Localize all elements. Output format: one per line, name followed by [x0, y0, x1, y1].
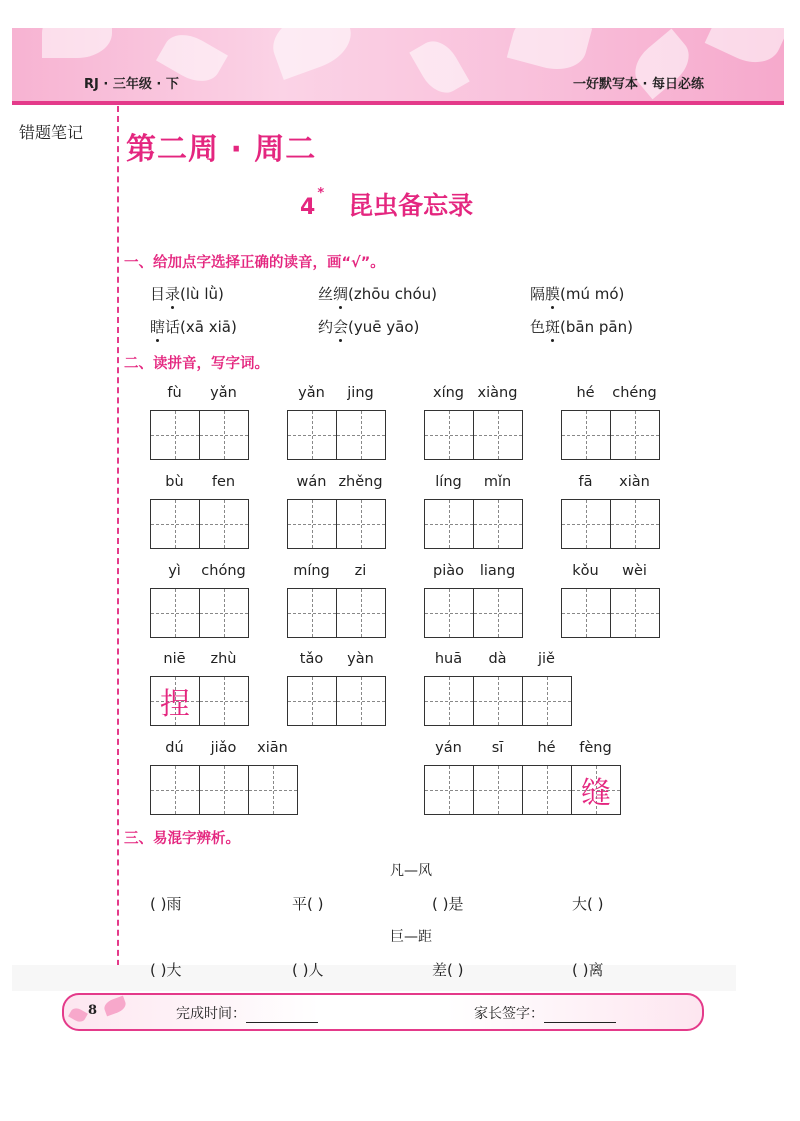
fill-blank[interactable]: ( )雨	[150, 895, 182, 913]
reading-item: 瞎话(xā xiā)	[150, 318, 237, 336]
side-note-label: 错题笔记	[19, 123, 84, 142]
reading-item: 目录(lù lǜ)	[150, 285, 224, 303]
lesson-number: 4	[300, 195, 316, 220]
writing-grid[interactable]	[424, 676, 572, 726]
writing-grid[interactable]	[424, 410, 523, 460]
fill-blank[interactable]: ( )人	[292, 961, 324, 979]
handwritten-character: 缝	[581, 776, 611, 811]
dashed-divider	[117, 106, 119, 986]
fill-blank[interactable]: 差( )	[432, 961, 464, 979]
fill-blank[interactable]: ( )大	[150, 961, 182, 979]
petal-icon	[68, 1006, 88, 1024]
writing-grid[interactable]	[424, 588, 523, 638]
section3-heading: 三、易混字辨析。	[124, 831, 240, 847]
footer-bar	[62, 993, 704, 1031]
lesson-mark: *	[317, 186, 325, 201]
writing-grid[interactable]	[150, 499, 249, 549]
reading-item: 丝绸(zhōu chóu)	[318, 285, 438, 303]
completion-time: 完成时间：	[176, 1003, 318, 1023]
writing-grid[interactable]	[287, 676, 386, 726]
fill-blank[interactable]: ( )是	[432, 895, 464, 913]
grade-label: RJ · 三年级 · 下	[84, 77, 179, 92]
section2-heading: 二、读拼音，写字词。	[124, 356, 269, 372]
time-field[interactable]	[246, 1008, 318, 1023]
fill-blank[interactable]: 大( )	[572, 895, 604, 913]
writing-grid[interactable]	[287, 499, 386, 549]
signature-field[interactable]	[544, 1008, 616, 1023]
petal-icon	[102, 996, 127, 1017]
writing-grid[interactable]	[150, 676, 249, 726]
lesson-name: 昆虫备忘录	[348, 191, 474, 220]
fill-blank[interactable]: ( )离	[572, 961, 604, 979]
writing-grid[interactable]	[424, 499, 523, 549]
reading-item: 约会(yuē yāo)	[318, 318, 420, 336]
writing-grid[interactable]	[287, 410, 386, 460]
writing-grid[interactable]	[561, 410, 660, 460]
writing-grid[interactable]	[561, 588, 660, 638]
writing-grid[interactable]	[561, 499, 660, 549]
handwritten-character: 捏	[160, 687, 190, 722]
day-title: 第二周 · 周二	[126, 132, 317, 167]
header-rule	[12, 101, 784, 105]
writing-grid[interactable]	[150, 765, 298, 815]
page-number: 8	[88, 1003, 98, 1018]
section1-heading: 一、给加点字选择正确的读音，画“√”。	[124, 255, 385, 271]
writing-grid[interactable]	[424, 765, 621, 815]
confusable-pair: 凡—风	[390, 863, 432, 879]
reading-item: 色斑(bān pān)	[530, 318, 633, 336]
fill-blank[interactable]: 平( )	[292, 895, 324, 913]
row-background	[12, 965, 736, 991]
writing-grid[interactable]	[287, 588, 386, 638]
worksheet-page: RJ · 三年级 · 下 一好默写本 · 每日必练 错题笔记 第二周 · 周二 4* 昆虫备忘录 一、给加点字选择正确的读音，画“√”。 目录(lù lǜ) 丝绸(zhōu chóu) 隔膜(mú mó) 瞎话(xā xiā) 约会(yuē yāo) 色斑(bān pān) 二、读拼音，写字词。 fù yǎn yǎn jing xíng xiàng hé chéng bù fen wán zhěng líng mǐn fā xiàn yì chóng míng zi piào liang kǒu wèi niē zhù 捏 tǎo yàn huā dà jiě dú jiǎo xiān yán sī hé fèng 缝 三、易混字辨析。 凡—风 ( )雨 平( ) ( )是 大( ) 巨—距 ( )大 ( )人 差( ) ( )离 8 完成时间： 家长签字：	[0, 0, 800, 1121]
confusable-pair: 巨—距	[390, 929, 432, 945]
writing-grid[interactable]	[150, 410, 249, 460]
series-label: 一好默写本 · 每日必练	[573, 77, 704, 92]
reading-item: 隔膜(mú mó)	[530, 285, 625, 303]
parent-signature: 家长签字：	[474, 1003, 616, 1023]
lesson-title	[300, 186, 473, 222]
writing-grid[interactable]	[150, 588, 249, 638]
